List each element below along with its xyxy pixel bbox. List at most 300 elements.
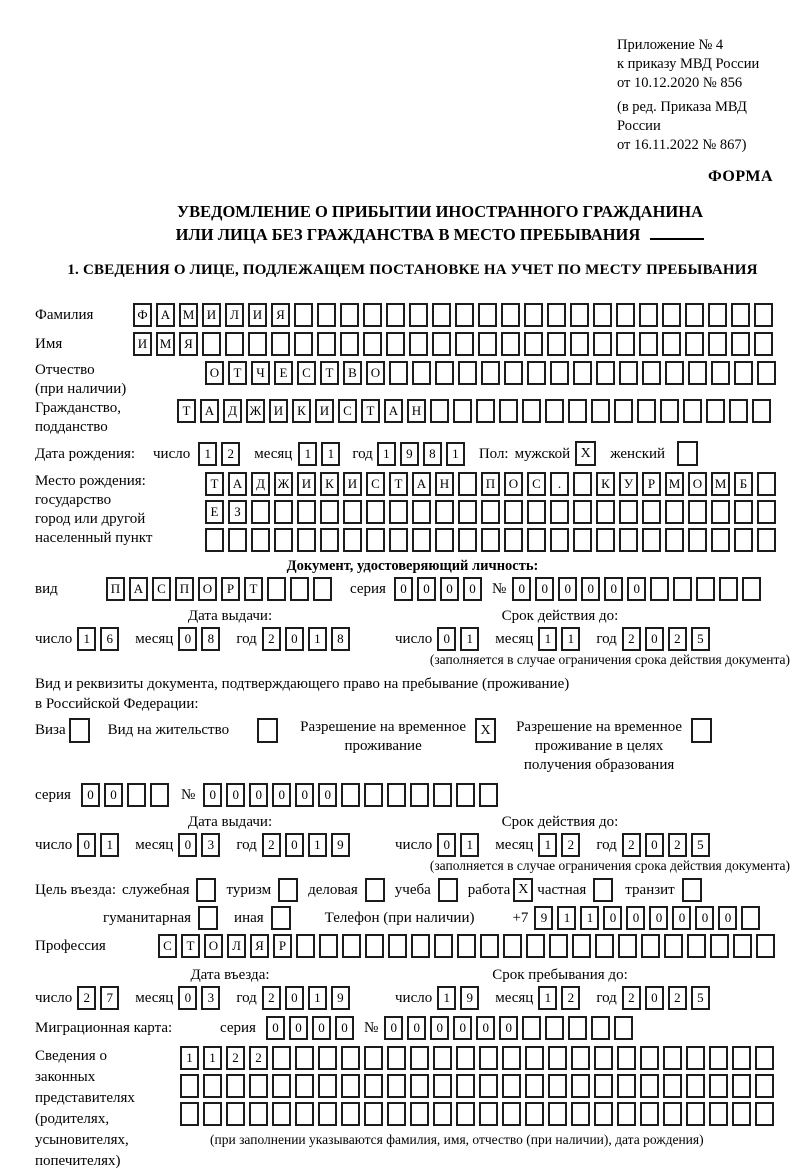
char-cell[interactable]: 2 <box>262 986 281 1010</box>
char-cell[interactable] <box>614 1016 633 1040</box>
char-cell[interactable]: О <box>688 472 707 496</box>
char-cell[interactable]: 0 <box>645 986 664 1010</box>
char-cell[interactable] <box>343 500 362 524</box>
char-cell[interactable]: 0 <box>417 577 436 601</box>
char-cell[interactable]: 0 <box>476 1016 495 1040</box>
char-cell[interactable] <box>295 1046 314 1070</box>
char-cell[interactable] <box>573 361 592 385</box>
char-cell[interactable] <box>688 528 707 552</box>
char-cell[interactable] <box>366 500 385 524</box>
char-cell[interactable]: . <box>550 472 569 496</box>
char-cell[interactable] <box>525 1046 544 1070</box>
char-cell[interactable] <box>741 906 760 930</box>
char-cell[interactable]: 0 <box>81 783 100 807</box>
char-cell[interactable] <box>249 1074 268 1098</box>
char-cell[interactable] <box>755 1074 774 1098</box>
char-cell[interactable] <box>593 332 612 356</box>
char-cell[interactable] <box>685 303 704 327</box>
char-cell[interactable] <box>573 528 592 552</box>
char-cell[interactable] <box>433 1102 452 1126</box>
char-cell[interactable]: 1 <box>561 627 580 651</box>
char-cell[interactable] <box>504 500 523 524</box>
char-cell[interactable]: 2 <box>622 986 641 1010</box>
char-cell[interactable] <box>389 361 408 385</box>
char-cell[interactable] <box>342 934 361 958</box>
char-cell[interactable]: К <box>292 399 311 423</box>
char-cell[interactable] <box>274 500 293 524</box>
char-cell[interactable] <box>757 361 776 385</box>
char-cell[interactable] <box>294 303 313 327</box>
purpose-option-checkbox[interactable] <box>196 878 216 902</box>
char-cell[interactable] <box>458 528 477 552</box>
char-cell[interactable] <box>504 528 523 552</box>
char-cell[interactable]: М <box>179 303 198 327</box>
char-cell[interactable] <box>756 934 775 958</box>
char-cell[interactable] <box>731 332 750 356</box>
char-cell[interactable] <box>757 500 776 524</box>
char-cell[interactable]: 0 <box>463 577 482 601</box>
char-cell[interactable]: С <box>297 361 316 385</box>
char-cell[interactable]: 1 <box>77 627 96 651</box>
char-cell[interactable]: 1 <box>308 833 327 857</box>
char-cell[interactable]: Ф <box>133 303 152 327</box>
char-cell[interactable]: 5 <box>691 986 710 1010</box>
char-cell[interactable] <box>295 1074 314 1098</box>
char-cell[interactable]: 0 <box>645 833 664 857</box>
char-cell[interactable]: И <box>248 303 267 327</box>
purpose-option-checkbox[interactable] <box>593 878 613 902</box>
char-cell[interactable] <box>754 332 773 356</box>
char-cell[interactable] <box>387 783 406 807</box>
char-cell[interactable] <box>481 500 500 524</box>
char-cell[interactable]: 1 <box>446 442 465 466</box>
char-cell[interactable]: 0 <box>603 906 622 930</box>
residence-permit-checkbox[interactable] <box>257 718 278 743</box>
char-cell[interactable] <box>317 332 336 356</box>
char-cell[interactable] <box>708 303 727 327</box>
char-cell[interactable]: 9 <box>534 906 553 930</box>
char-cell[interactable] <box>410 1102 429 1126</box>
temp-residence-edu-checkbox[interactable] <box>691 718 712 743</box>
char-cell[interactable]: Т <box>320 361 339 385</box>
char-cell[interactable] <box>150 783 169 807</box>
char-cell[interactable]: 1 <box>298 442 317 466</box>
char-cell[interactable]: 2 <box>561 833 580 857</box>
char-cell[interactable] <box>363 303 382 327</box>
char-cell[interactable] <box>458 500 477 524</box>
char-cell[interactable] <box>593 303 612 327</box>
char-cell[interactable]: 0 <box>285 833 304 857</box>
char-cell[interactable] <box>709 1046 728 1070</box>
char-cell[interactable] <box>614 399 633 423</box>
sex-female-checkbox[interactable] <box>677 441 698 466</box>
char-cell[interactable] <box>388 934 407 958</box>
char-cell[interactable] <box>435 500 454 524</box>
char-cell[interactable] <box>317 303 336 327</box>
char-cell[interactable] <box>366 528 385 552</box>
char-cell[interactable]: М <box>665 472 684 496</box>
char-cell[interactable]: 9 <box>400 442 419 466</box>
char-cell[interactable] <box>341 783 360 807</box>
char-cell[interactable]: Т <box>177 399 196 423</box>
char-cell[interactable] <box>665 500 684 524</box>
char-cell[interactable] <box>754 303 773 327</box>
char-cell[interactable]: 2 <box>226 1046 245 1070</box>
char-cell[interactable] <box>430 399 449 423</box>
char-cell[interactable] <box>386 303 405 327</box>
char-cell[interactable]: 1 <box>538 627 557 651</box>
char-cell[interactable] <box>617 1046 636 1070</box>
sex-male-checkbox[interactable]: X <box>575 441 596 466</box>
char-cell[interactable] <box>320 528 339 552</box>
purpose-option-checkbox[interactable] <box>198 906 218 930</box>
char-cell[interactable] <box>432 332 451 356</box>
char-cell[interactable]: 0 <box>384 1016 403 1040</box>
char-cell[interactable] <box>458 361 477 385</box>
char-cell[interactable] <box>313 577 332 601</box>
char-cell[interactable] <box>545 399 564 423</box>
char-cell[interactable]: 0 <box>604 577 623 601</box>
char-cell[interactable]: 5 <box>691 627 710 651</box>
char-cell[interactable]: 1 <box>437 986 456 1010</box>
char-cell[interactable] <box>387 1102 406 1126</box>
char-cell[interactable]: 2 <box>668 627 687 651</box>
char-cell[interactable] <box>685 332 704 356</box>
char-cell[interactable]: 0 <box>203 783 222 807</box>
char-cell[interactable] <box>363 332 382 356</box>
char-cell[interactable]: Е <box>205 500 224 524</box>
char-cell[interactable] <box>456 1046 475 1070</box>
purpose-option-checkbox[interactable] <box>682 878 702 902</box>
char-cell[interactable] <box>456 1074 475 1098</box>
char-cell[interactable] <box>642 528 661 552</box>
char-cell[interactable] <box>696 577 715 601</box>
char-cell[interactable] <box>571 1074 590 1098</box>
char-cell[interactable]: 2 <box>622 833 641 857</box>
char-cell[interactable] <box>180 1102 199 1126</box>
char-cell[interactable] <box>687 934 706 958</box>
char-cell[interactable]: 0 <box>178 627 197 651</box>
char-cell[interactable]: 0 <box>394 577 413 601</box>
char-cell[interactable] <box>572 934 591 958</box>
char-cell[interactable] <box>340 332 359 356</box>
char-cell[interactable] <box>522 399 541 423</box>
char-cell[interactable]: Р <box>642 472 661 496</box>
char-cell[interactable] <box>434 934 453 958</box>
char-cell[interactable]: П <box>106 577 125 601</box>
char-cell[interactable] <box>435 528 454 552</box>
char-cell[interactable]: О <box>366 361 385 385</box>
char-cell[interactable] <box>389 528 408 552</box>
char-cell[interactable]: Т <box>361 399 380 423</box>
char-cell[interactable]: А <box>384 399 403 423</box>
char-cell[interactable] <box>711 361 730 385</box>
char-cell[interactable] <box>548 1046 567 1070</box>
char-cell[interactable] <box>456 783 475 807</box>
char-cell[interactable]: 1 <box>180 1046 199 1070</box>
char-cell[interactable]: М <box>711 472 730 496</box>
char-cell[interactable]: 0 <box>266 1016 285 1040</box>
char-cell[interactable] <box>755 1102 774 1126</box>
char-cell[interactable]: 5 <box>691 833 710 857</box>
char-cell[interactable]: 0 <box>295 783 314 807</box>
char-cell[interactable] <box>412 361 431 385</box>
char-cell[interactable] <box>295 1102 314 1126</box>
char-cell[interactable] <box>639 332 658 356</box>
char-cell[interactable]: К <box>320 472 339 496</box>
char-cell[interactable] <box>320 500 339 524</box>
char-cell[interactable] <box>251 528 270 552</box>
char-cell[interactable]: 0 <box>272 783 291 807</box>
char-cell[interactable] <box>501 303 520 327</box>
char-cell[interactable] <box>732 1046 751 1070</box>
char-cell[interactable] <box>688 500 707 524</box>
char-cell[interactable] <box>708 332 727 356</box>
char-cell[interactable] <box>742 577 761 601</box>
char-cell[interactable] <box>433 1074 452 1098</box>
char-cell[interactable] <box>410 1074 429 1098</box>
char-cell[interactable]: 1 <box>538 986 557 1010</box>
char-cell[interactable]: 0 <box>249 783 268 807</box>
char-cell[interactable]: 2 <box>561 986 580 1010</box>
char-cell[interactable]: 9 <box>331 833 350 857</box>
char-cell[interactable]: К <box>596 472 615 496</box>
char-cell[interactable] <box>453 399 472 423</box>
char-cell[interactable] <box>180 1074 199 1098</box>
char-cell[interactable] <box>755 1046 774 1070</box>
char-cell[interactable] <box>389 500 408 524</box>
char-cell[interactable] <box>642 361 661 385</box>
char-cell[interactable]: 1 <box>377 442 396 466</box>
char-cell[interactable] <box>318 1102 337 1126</box>
char-cell[interactable] <box>641 934 660 958</box>
char-cell[interactable] <box>526 934 545 958</box>
char-cell[interactable] <box>573 472 592 496</box>
char-cell[interactable] <box>617 1074 636 1098</box>
char-cell[interactable] <box>571 1046 590 1070</box>
char-cell[interactable]: 0 <box>77 833 96 857</box>
char-cell[interactable]: А <box>129 577 148 601</box>
char-cell[interactable]: 0 <box>407 1016 426 1040</box>
char-cell[interactable]: С <box>158 934 177 958</box>
char-cell[interactable]: Т <box>389 472 408 496</box>
char-cell[interactable] <box>594 1074 613 1098</box>
char-cell[interactable] <box>706 399 725 423</box>
char-cell[interactable] <box>502 1046 521 1070</box>
char-cell[interactable]: Я <box>271 303 290 327</box>
char-cell[interactable]: Т <box>205 472 224 496</box>
char-cell[interactable] <box>412 500 431 524</box>
char-cell[interactable] <box>688 361 707 385</box>
char-cell[interactable]: 1 <box>203 1046 222 1070</box>
char-cell[interactable] <box>547 303 566 327</box>
char-cell[interactable] <box>203 1102 222 1126</box>
char-cell[interactable]: 1 <box>460 833 479 857</box>
char-cell[interactable] <box>619 361 638 385</box>
char-cell[interactable] <box>251 500 270 524</box>
char-cell[interactable] <box>545 1016 564 1040</box>
char-cell[interactable] <box>640 1102 659 1126</box>
purpose-option-checkbox[interactable]: X <box>513 878 533 902</box>
char-cell[interactable] <box>343 528 362 552</box>
char-cell[interactable] <box>409 332 428 356</box>
char-cell[interactable]: Д <box>223 399 242 423</box>
visa-checkbox[interactable] <box>69 718 90 743</box>
char-cell[interactable] <box>502 1074 521 1098</box>
char-cell[interactable] <box>527 500 546 524</box>
char-cell[interactable]: М <box>156 332 175 356</box>
char-cell[interactable] <box>591 1016 610 1040</box>
char-cell[interactable] <box>457 934 476 958</box>
char-cell[interactable] <box>710 934 729 958</box>
char-cell[interactable] <box>548 1074 567 1098</box>
char-cell[interactable] <box>340 303 359 327</box>
char-cell[interactable] <box>686 1102 705 1126</box>
char-cell[interactable] <box>594 1102 613 1126</box>
char-cell[interactable]: 2 <box>668 986 687 1010</box>
char-cell[interactable]: 0 <box>289 1016 308 1040</box>
char-cell[interactable] <box>549 934 568 958</box>
char-cell[interactable] <box>596 500 615 524</box>
char-cell[interactable] <box>296 934 315 958</box>
char-cell[interactable]: 8 <box>201 627 220 651</box>
char-cell[interactable] <box>412 528 431 552</box>
char-cell[interactable] <box>476 399 495 423</box>
char-cell[interactable] <box>639 303 658 327</box>
char-cell[interactable] <box>272 1102 291 1126</box>
char-cell[interactable] <box>503 934 522 958</box>
char-cell[interactable] <box>734 361 753 385</box>
char-cell[interactable]: 0 <box>499 1016 518 1040</box>
char-cell[interactable] <box>650 577 669 601</box>
char-cell[interactable]: Я <box>179 332 198 356</box>
char-cell[interactable] <box>709 1102 728 1126</box>
purpose-option-checkbox[interactable] <box>438 878 458 902</box>
char-cell[interactable] <box>318 1074 337 1098</box>
char-cell[interactable] <box>127 783 146 807</box>
char-cell[interactable]: 0 <box>645 627 664 651</box>
char-cell[interactable] <box>479 1102 498 1126</box>
char-cell[interactable] <box>596 361 615 385</box>
char-cell[interactable]: Н <box>435 472 454 496</box>
char-cell[interactable]: П <box>175 577 194 601</box>
char-cell[interactable] <box>616 303 635 327</box>
char-cell[interactable] <box>665 361 684 385</box>
char-cell[interactable] <box>619 528 638 552</box>
char-cell[interactable]: 0 <box>626 906 645 930</box>
char-cell[interactable]: З <box>228 500 247 524</box>
char-cell[interactable] <box>571 1102 590 1126</box>
char-cell[interactable]: 1 <box>557 906 576 930</box>
char-cell[interactable]: Т <box>244 577 263 601</box>
char-cell[interactable] <box>410 783 429 807</box>
char-cell[interactable] <box>640 1074 659 1098</box>
char-cell[interactable]: Ж <box>246 399 265 423</box>
char-cell[interactable]: 7 <box>100 986 119 1010</box>
char-cell[interactable]: 0 <box>437 627 456 651</box>
char-cell[interactable] <box>642 500 661 524</box>
char-cell[interactable]: А <box>228 472 247 496</box>
char-cell[interactable] <box>225 332 244 356</box>
char-cell[interactable]: И <box>269 399 288 423</box>
char-cell[interactable] <box>456 1102 475 1126</box>
char-cell[interactable] <box>617 1102 636 1126</box>
char-cell[interactable] <box>527 528 546 552</box>
char-cell[interactable]: 2 <box>262 627 281 651</box>
char-cell[interactable] <box>432 303 451 327</box>
char-cell[interactable] <box>297 528 316 552</box>
char-cell[interactable]: 0 <box>440 577 459 601</box>
char-cell[interactable] <box>410 1046 429 1070</box>
char-cell[interactable]: 9 <box>460 986 479 1010</box>
char-cell[interactable] <box>618 934 637 958</box>
char-cell[interactable]: 0 <box>581 577 600 601</box>
char-cell[interactable] <box>203 1074 222 1098</box>
char-cell[interactable] <box>364 783 383 807</box>
char-cell[interactable] <box>455 332 474 356</box>
char-cell[interactable]: 8 <box>331 627 350 651</box>
char-cell[interactable]: А <box>156 303 175 327</box>
char-cell[interactable] <box>711 528 730 552</box>
char-cell[interactable]: С <box>366 472 385 496</box>
char-cell[interactable] <box>502 1102 521 1126</box>
char-cell[interactable] <box>663 1102 682 1126</box>
char-cell[interactable]: 9 <box>331 986 350 1010</box>
char-cell[interactable] <box>387 1046 406 1070</box>
char-cell[interactable]: 0 <box>627 577 646 601</box>
char-cell[interactable] <box>294 332 313 356</box>
char-cell[interactable] <box>709 1074 728 1098</box>
char-cell[interactable] <box>479 783 498 807</box>
char-cell[interactable] <box>479 1074 498 1098</box>
char-cell[interactable]: Ч <box>251 361 270 385</box>
char-cell[interactable] <box>480 934 499 958</box>
char-cell[interactable] <box>501 332 520 356</box>
char-cell[interactable]: Н <box>407 399 426 423</box>
char-cell[interactable] <box>550 528 569 552</box>
char-cell[interactable] <box>297 500 316 524</box>
char-cell[interactable]: 0 <box>672 906 691 930</box>
char-cell[interactable]: С <box>152 577 171 601</box>
char-cell[interactable]: В <box>343 361 362 385</box>
char-cell[interactable] <box>663 1046 682 1070</box>
char-cell[interactable] <box>568 399 587 423</box>
char-cell[interactable] <box>527 361 546 385</box>
char-cell[interactable]: И <box>315 399 334 423</box>
char-cell[interactable]: 0 <box>226 783 245 807</box>
char-cell[interactable] <box>550 500 569 524</box>
char-cell[interactable]: 0 <box>535 577 554 601</box>
char-cell[interactable] <box>409 303 428 327</box>
char-cell[interactable] <box>478 332 497 356</box>
char-cell[interactable]: И <box>133 332 152 356</box>
char-cell[interactable] <box>290 577 309 601</box>
char-cell[interactable]: О <box>504 472 523 496</box>
char-cell[interactable]: Л <box>227 934 246 958</box>
char-cell[interactable] <box>550 361 569 385</box>
char-cell[interactable]: 0 <box>318 783 337 807</box>
char-cell[interactable] <box>686 1046 705 1070</box>
char-cell[interactable] <box>596 528 615 552</box>
char-cell[interactable] <box>341 1046 360 1070</box>
char-cell[interactable] <box>547 332 566 356</box>
char-cell[interactable] <box>504 361 523 385</box>
char-cell[interactable]: 3 <box>201 986 220 1010</box>
char-cell[interactable] <box>733 934 752 958</box>
char-cell[interactable] <box>364 1102 383 1126</box>
char-cell[interactable] <box>686 1074 705 1098</box>
char-cell[interactable] <box>364 1074 383 1098</box>
